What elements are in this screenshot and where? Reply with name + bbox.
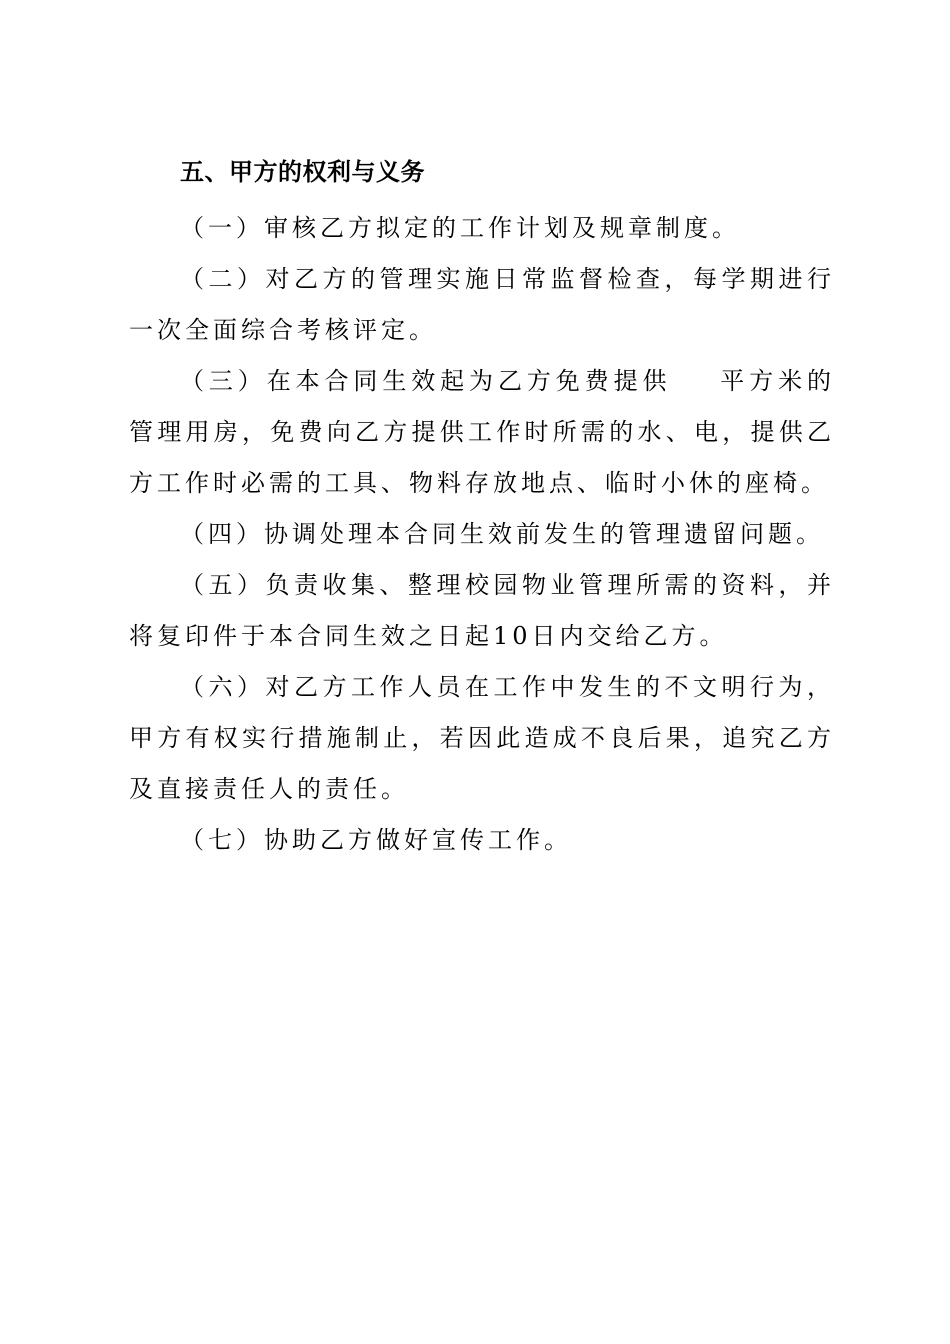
clause-4: （四）协调处理本合同生效前发生的管理遗留问题。 [180, 520, 824, 548]
clause-6: （六）对乙方工作人员在工作中发生的不文明行为，甲方有权实行措施制止，若因此造成不良后果，追究乙方及直接责任人的责任。 [129, 673, 835, 803]
section-body [129, 203, 835, 866]
clause-3-part-2: 平方米的管理用房，免费向乙方提供工作时所需的水、电，提供乙方工作时必需的工具、物料存放地点、临时小休的座椅。 [129, 367, 836, 497]
clause-3-part-1: （三）在本合同生效起为乙方免费提供 [180, 367, 672, 395]
clause-3 [129, 356, 835, 509]
section-heading: 五、甲方的权利与义务 [180, 158, 425, 186]
clause-1: （一）审核乙方拟定的工作计划及规章制度。 [180, 214, 740, 242]
clause-5: （五）负责收集、整理校园物业管理所需的资料，并将复印件于本合同生效之日起10日内交给乙方。 [129, 571, 835, 650]
clause-7: （七）协助乙方做好宣传工作。 [180, 826, 572, 854]
clause-2: （二）对乙方的管理实施日常监督检查，每学期进行一次全面综合考核评定。 [129, 265, 835, 344]
